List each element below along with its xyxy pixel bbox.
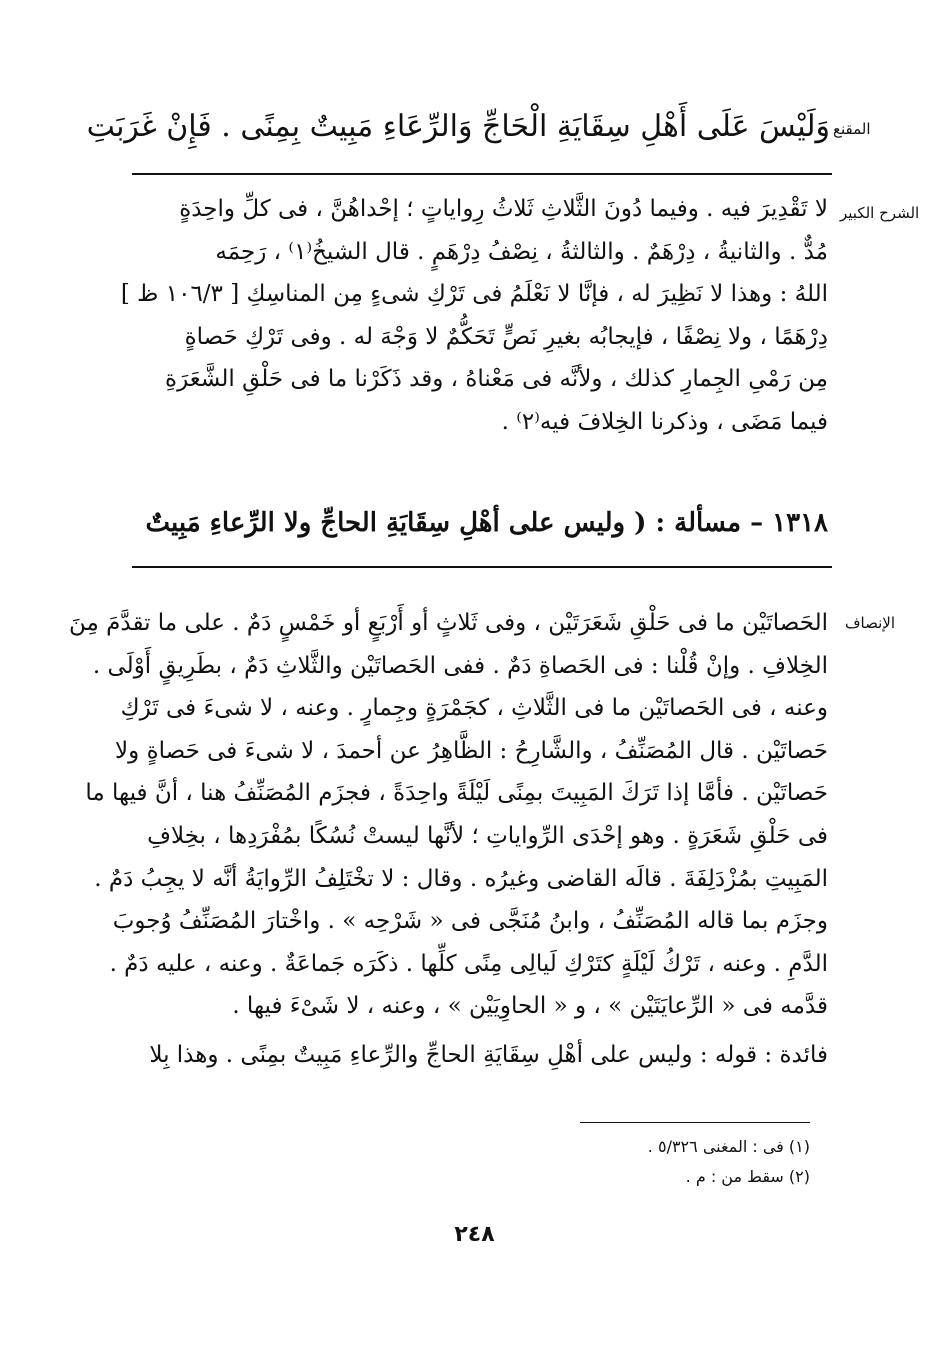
insaf-line: المَبِيتِ بمُزْدَلِفَةَ . قالَه القاضى وغيرُه . وقال : لا تخْتَلِفُ الرِّوايَةُ أنَّه لا يجِبُ دَمٌ . (94, 865, 828, 892)
footnote: (١) فى : المغنى ٥/٣٢٦ . (647, 1137, 810, 1156)
label-insaf: الإنصاف (845, 614, 896, 632)
insaf-line: حَصاتَيْن . فأمَّا إذا تَرَكَ المَبِيتَ بمِنًى لَيْلَةً واحِدَةً ، فجزَم المُصَنِّفُ هنا ، أنَّ فيها ما (85, 780, 828, 807)
insaf-line: فائدة : قوله : وليس على أهْلِ سِقَايَةِ الحاجِّ والرِّعاءِ مَبِيتٌ بمِنًى . وهذا بِلا (149, 1041, 828, 1068)
insaf-line: الدَّمِ . وعنه ، تَرْكُ لَيْلَةٍ كتَرْكِ لَيالِى مِنًى كلِّها . ذكَرَه جَماعَةٌ . وعنه ، عليه دَمٌ . (109, 950, 828, 977)
sharh-line: فيما مَضَى ، وذكرنا الخِلافَ فيه⁽٢⁾ . (501, 408, 828, 435)
insaf-line: حَصاتَيْن . قال المُصَنِّفُ ، والشَّارِحُ : الظَّاهِرُ عن أحمدَ ، لا شىءَ فى حَصاةٍ ولا (115, 737, 828, 764)
insaf-line: قدَّمه فى « الرِّعايَتَيْن » ، و « الحاوِيَيْن » ، وعنه ، لا شَىْءَ فيها . (232, 993, 828, 1020)
divider-rule (132, 173, 832, 175)
insaf-line: الخِلافِ . وإنْ قُلْنا : فى الحَصاةِ دَمٌ . ففى الحَصاتَيْن والثَّلاثِ دَمٌ ، بطَرِيقٍ أَوْلَى . (92, 652, 828, 679)
footnotes (500, 1132, 810, 1192)
muqni-text (86, 104, 830, 150)
footnote: (٢) سقط من : م . (685, 1167, 810, 1186)
masala-heading (128, 498, 828, 548)
muqni-line: وَلَيْسَ عَلَى أَهْلِ سِقَايَةِ الْحَاجِّ وَالرِّعَاءِ مَبِيتٌ بِمِنًى . فَإِنْ غَرَبَتِ (86, 109, 830, 144)
masala-line: ١٣١٨ – مسألة : ( وليس على أهْلِ سِقَايَةِ الحاجِّ ولا الرِّعاءِ مَبِيتٌ (145, 508, 828, 538)
footnote-rule (580, 1122, 810, 1123)
sharh-line: دِرْهَمًا ، ولا نِصْفًا ، فإيجابُه بغيرِ نَصٍّ تَحَكُّمٌ لا وَجْهَ له . وفى تَرْكِ حَصاةٍ (184, 323, 828, 350)
sharh-text (120, 188, 828, 443)
insaf-line: وجزَم بما قاله المُصَنِّفُ ، وابنُ مُنَجَّى فى « شَرْحِه » . واخْتارَ المُصَنِّفُ وُجوبَ (112, 908, 828, 935)
insaf-text (69, 602, 828, 1077)
label-muqni: المقنع (833, 120, 871, 138)
insaf-line: الحَصاتَيْن ما فى حَلْقِ شَعَرَتَيْن ، وفى ثَلاثٍ أو أَرْبَعٍ أو خَمْسٍ دَمٌ . على ما تقدَّمَ مِنَ (69, 610, 828, 636)
label-sharh: الشرح الكبير (840, 204, 920, 222)
divider-rule (132, 566, 832, 568)
insaf-line: فى حَلْقِ شَعَرَةٍ . وهو إحْدَى الرِّواياتِ ؛ لأنَّها ليستْ نُسُكًا بمُفْرَدِها ، بخِلافِ (147, 822, 828, 849)
sharh-line: اللهُ : وهذا لا نَظِيرَ له ، فإنَّا لا نَعْلَمُ فى تَرْكِ شىءٍ مِن المناسِكِ [ ١٠٦/٣ ظ ] (120, 281, 828, 307)
page-number: ٢٤٨ (454, 1222, 495, 1247)
sharh-line: لا تَقْدِيرَ فيه . وفيما دُونَ الثَّلاثِ ثَلاثُ رِواياتٍ ؛ إحْداهُنَّ ، فى كلِّ واحِدَةٍ (179, 196, 828, 222)
sharh-line: مُدٌّ . والثانيةُ ، دِرْهَمٌ . والثالثةُ ، نِصْفُ دِرْهَمٍ . قال الشيخُ⁽١⁾ ، رَحِمَه (215, 238, 828, 265)
insaf-line: وعنه ، فى الحَصاتَيْن ما فى الثَّلاثِ ، كجَمْرَةٍ وجِمارٍ . وعنه ، لا شىءَ فى تَرْكِ (120, 695, 828, 722)
sharh-line: مِن رَمْىِ الجِمارِ كذلك ، ولأنَّه فى مَعْناهُ ، وقد ذَكَرْنا ما فى حَلْقِ الشَّعَرَةِ (165, 366, 828, 392)
